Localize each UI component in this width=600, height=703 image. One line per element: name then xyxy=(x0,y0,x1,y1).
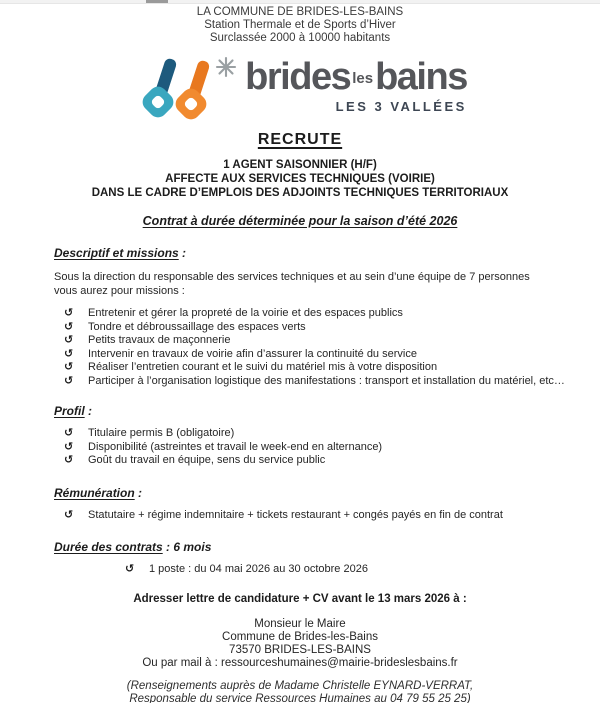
section-heading-duree: Durée des contrats : 6 mois xyxy=(54,540,212,554)
bb-logo-icon xyxy=(133,55,239,123)
list-item: ↺ Tondre et débroussaillage des espaces verts xyxy=(64,320,306,333)
arrow-bullet-icon: ↺ xyxy=(64,361,74,373)
arrow-bullet-icon: ↺ xyxy=(64,440,74,453)
list-item: ↺ 1 poste : du 04 mai 2026 au 30 octobre 2026 xyxy=(125,563,368,575)
list-item: ↺ Réaliser l’entretien courant et le suivi du matériel mis à votre disposition xyxy=(64,361,438,373)
logo-wordmark xyxy=(245,56,467,98)
mail-line xyxy=(0,657,600,670)
wordmark-les: les xyxy=(352,70,374,87)
logo-tagline: LES 3 VALLÉES xyxy=(335,99,467,114)
position-line-3: DANS LE CADRE D’EMPLOIS DES ADJOINTS TECHNIQUES TERRITORIAUX xyxy=(91,187,509,199)
commune-header xyxy=(0,0,600,45)
arrow-bullet-icon: ↺ xyxy=(64,427,74,439)
section-heading-remuneration: Rémunération : xyxy=(54,485,143,500)
arrow-bullet-icon: ↺ xyxy=(64,320,74,333)
commune-name: LA COMMUNE DE BRIDES-LES-BAINS xyxy=(196,6,404,18)
arrow-bullet-icon: ↺ xyxy=(64,347,74,360)
position-line-2: AFFECTE AUX SERVICES TECHNIQUES (VOIRIE) xyxy=(165,173,435,185)
contact-note xyxy=(0,680,600,703)
mail-prefix: Ou par mail à : xyxy=(142,656,221,669)
position-title xyxy=(0,158,600,200)
address-commune: Commune de Brides-les-Bains xyxy=(222,630,378,643)
arrow-bullet-icon: ↺ xyxy=(64,307,74,319)
address-recipient: Monsieur le Maire xyxy=(254,617,346,630)
list-item: ↺ Titulaire permis B (obligatoire) xyxy=(64,427,235,439)
list-item: ↺ Petits travaux de maçonnerie xyxy=(64,334,231,346)
list-item: ↺ Goût du travail en équipe, sens du service public xyxy=(64,454,326,466)
arrow-bullet-icon: ↺ xyxy=(125,563,135,575)
list-item: ↺ Statutaire + régime indemnitaire + tickets restaurant + congés payés en fin de contrat xyxy=(64,508,503,521)
address-block xyxy=(0,618,600,670)
missions-list xyxy=(64,307,578,388)
address-postal: 73570 BRIDES-LES-BAINS xyxy=(229,643,371,656)
logo-text-block xyxy=(245,55,467,114)
list-item: ↺ Intervenir en travaux de voirie afin d’assurer la continuité du service xyxy=(64,347,417,360)
wordmark-bains: bains xyxy=(375,56,467,98)
list-item: ↺ Entretenir et gérer la propreté de la voirie et des espaces publics xyxy=(64,307,403,319)
position-line-1: 1 AGENT SAISONNIER (H/F) xyxy=(223,159,377,171)
commune-subtitle: Station Thermale et de Sports d’Hiver xyxy=(204,19,396,31)
contact-note-line-2: Responsable du service Ressources Humaines au 04 79 55 25 25) xyxy=(129,692,471,703)
list-item: ↺ Disponibilité (astreintes et travail le week-end en alternance) xyxy=(64,440,383,453)
profil-list xyxy=(64,427,578,468)
apply-instruction: Adresser lettre de candidature + CV avant le 13 mars 2026 à : xyxy=(133,592,467,605)
wordmark-brides: brides xyxy=(245,56,351,98)
brides-les-bains-logo xyxy=(0,55,600,123)
missions-intro: Sous la direction du responsable des services techniques et au sein d’une équipe de 7 personnes vous aurez pour missions : xyxy=(54,271,530,297)
arrow-bullet-icon: ↺ xyxy=(64,374,74,387)
section-heading-missions: Descriptif et missions : xyxy=(54,246,187,260)
contract-type-line: Contrat à durée déterminée pour la saison d’été 2026 xyxy=(142,214,458,228)
remuneration-list xyxy=(64,509,578,523)
commune-classification: Surclassée 2000 à 10000 habitants xyxy=(209,32,391,44)
arrow-bullet-icon: ↺ xyxy=(64,334,74,346)
contact-note-line-1: (Renseignements auprès de Madame Christelle EYNARD-VERRAT, xyxy=(126,679,474,692)
duree-list xyxy=(125,563,578,577)
scan-edge-artifact xyxy=(0,0,600,4)
email-address: ressourceshumaines@mairie-brideslesbains.fr xyxy=(220,656,458,669)
arrow-bullet-icon: ↺ xyxy=(64,508,74,521)
section-heading-profil: Profil : xyxy=(54,404,93,418)
recrute-title: RECRUTE xyxy=(257,131,343,148)
snowflake-icon xyxy=(217,58,235,76)
list-item: ↺ Participer à l’organisation logistique des manifestations : transport et installation du matériel, etc… xyxy=(64,374,565,387)
arrow-bullet-icon: ↺ xyxy=(64,454,74,466)
